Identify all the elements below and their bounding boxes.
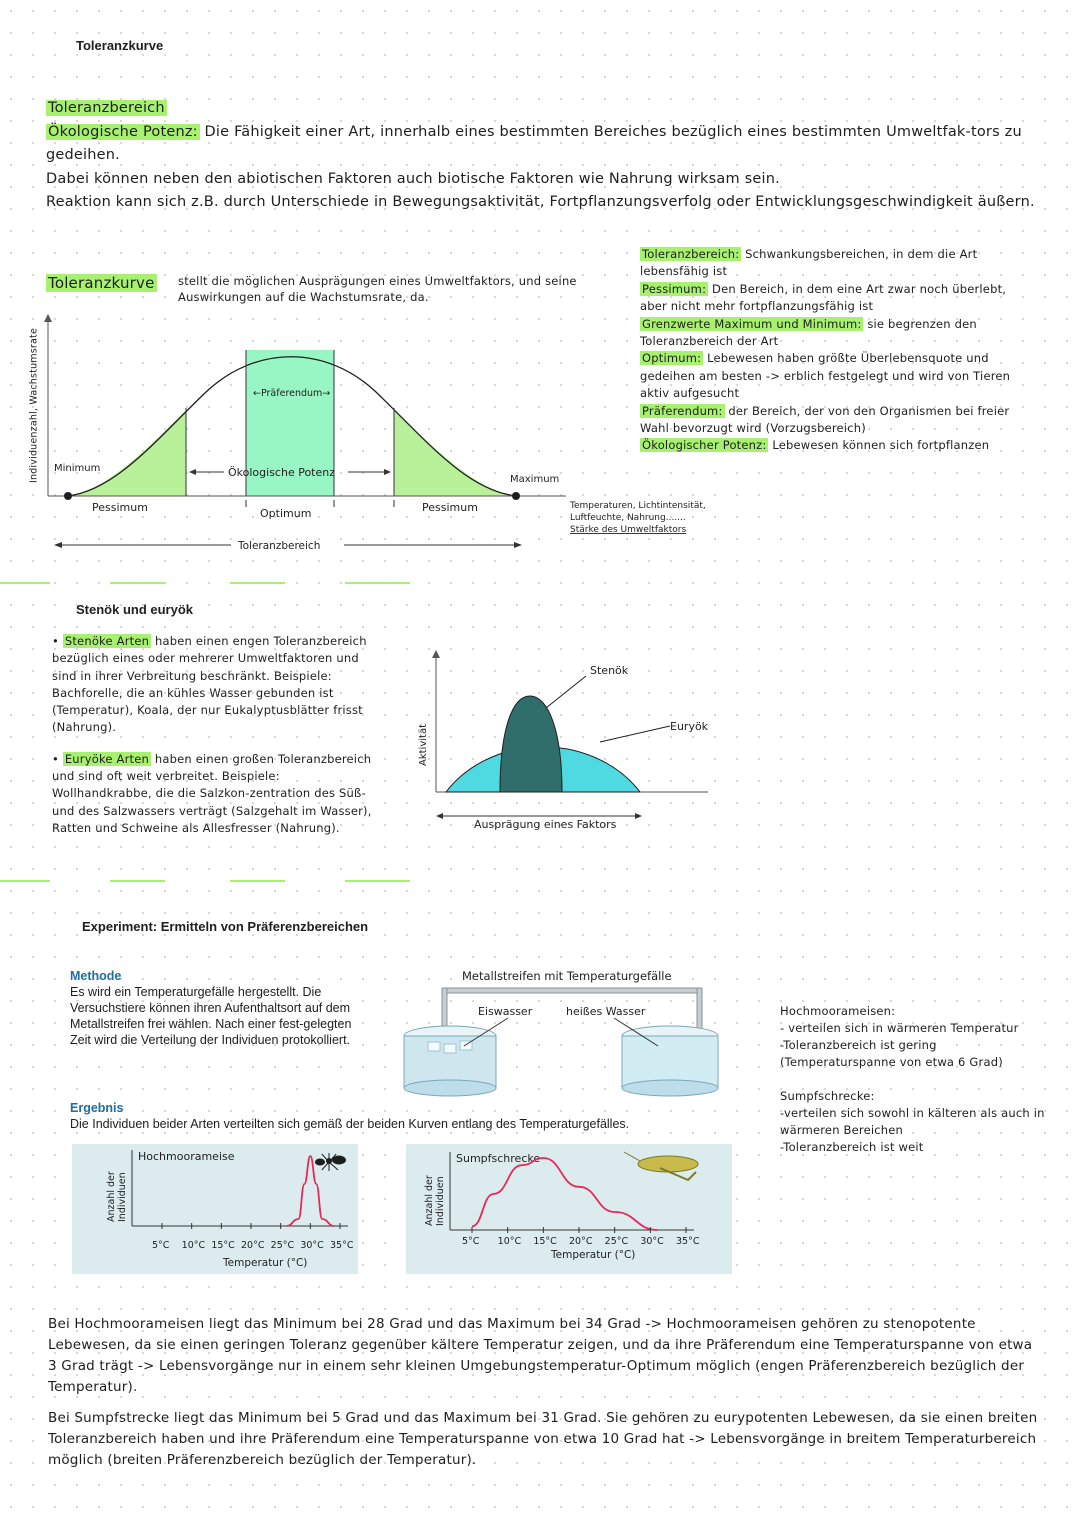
euryoek-label: Euryök bbox=[670, 720, 709, 733]
conclusion-paragraph-2: Bei Sumpfstrecke liegt das Minimum bei 5 Grad und das Maximum bei 31 Grad. Sie gehören zu eurypotenten Lebewesen, da sie einen breiten Toleranzbereich haben und ihre Präferendum eine Temperaturspanne von etwa 10 Grad hat -> Lebensvorgänge in breitem Temperaturbereich möglich (breiten Präferenzbereich bezüglich der Temperatur). bbox=[48, 1410, 1038, 1468]
factor-label-2: Luftfeuchte, Nahrung....... bbox=[570, 513, 686, 523]
optimum-label: Optimum bbox=[260, 507, 312, 520]
term-oekologische-potenz: Ökologische Potenz: bbox=[48, 123, 198, 140]
toleranzbereich-label: Toleranzbereich bbox=[238, 540, 321, 552]
definition-item: Ökologischer Potenz: Lebewesen können sich fortpflanzen bbox=[642, 438, 990, 453]
experiment-figure bbox=[46, 962, 736, 1274]
pessimum-right-label: Pessimum bbox=[422, 501, 478, 514]
methode-title: Methode bbox=[70, 969, 122, 983]
metal-strip bbox=[442, 988, 702, 993]
chart-y-label: Anzahl der bbox=[424, 1175, 435, 1226]
x-tick-label: 30°C bbox=[640, 1236, 664, 1247]
factor-label-3: Stärke des Umweltfaktors bbox=[570, 525, 687, 535]
x-tick-label: 25°C bbox=[270, 1240, 295, 1251]
divider bbox=[230, 880, 285, 882]
chart-y-label: Individuen bbox=[117, 1172, 128, 1222]
notes-hochmoorameise: Hochmoorameisen: - verteilen sich in wärmeren Temperatur -Toleranzbereich ist gering (Temperaturspanne von etwa 6 Grad) bbox=[780, 1004, 1019, 1069]
chart-x-label: Temperatur (°C) bbox=[223, 1257, 308, 1269]
x-tick-label: 30°C bbox=[300, 1240, 324, 1251]
x-tick-label: 35°C bbox=[676, 1236, 700, 1247]
heisses-wasser-label: heißes Wasser bbox=[566, 1005, 646, 1018]
curve-description: stellt die möglichen Ausprägungen eines Umweltfaktors, und seine Auswirkungen auf die Wachstumsrate, da. bbox=[178, 274, 577, 304]
stenoek-label: Stenök bbox=[590, 664, 629, 677]
pessimum-left-fill bbox=[68, 410, 186, 496]
sumpfschrecke-chart bbox=[406, 1144, 732, 1274]
bullet-stenoek: • Stenöke Arten haben einen engen Toleranzbereich bezüglich eines oder mehrerer Umweltfaktoren und sind in ihrer Verbreitung beschränkt. Beispiele: Bachforelle, die an kühles Wasser gebunden ist (Temperatur), Koala, der nur Eukalyptusblätter frisst (Nahrung). bbox=[52, 634, 367, 735]
divider bbox=[110, 582, 165, 584]
divider bbox=[110, 880, 165, 882]
grasshopper-icon bbox=[638, 1156, 698, 1172]
ergebnis-text: Die Individuen beider Arten verteilten sich gemäß der beiden Kurven entlang des Temperaturgefälles. bbox=[70, 1117, 630, 1131]
divider bbox=[230, 582, 285, 584]
ergebnis-title: Ergebnis bbox=[70, 1101, 124, 1115]
chart-x-label: Temperatur (°C) bbox=[551, 1249, 636, 1261]
divider bbox=[0, 582, 50, 584]
oekologische-potenz-label: Ökologische Potenz bbox=[228, 466, 336, 479]
x-tick-label: 15°C bbox=[211, 1240, 235, 1251]
apparatus-illustration bbox=[398, 966, 728, 1098]
divider bbox=[345, 582, 410, 584]
definition-item: Pessimum: Den Bereich, in dem eine Art zwar noch überlebt, aber nicht mehr fortpflanzungsfähig ist bbox=[640, 281, 1007, 314]
eiswasser-label: Eiswasser bbox=[478, 1005, 533, 1018]
definition-item: Präferendum: der Bereich, der von den Organismen bei freier Wahl bevorzugt wird (Vorzugsbereich) bbox=[640, 403, 1010, 436]
x-tick-label: 10°C bbox=[181, 1240, 206, 1251]
x-tick-label: 20°C bbox=[569, 1236, 593, 1247]
chart-y-label: Anzahl der bbox=[106, 1171, 117, 1222]
intro-block bbox=[46, 97, 1036, 215]
methode-text: Es wird ein Temperaturgefälle hergestellt. Die Versuchstiere können ihren Aufenthaltsort auf dem Metallstreifen frei wählen. Nach einer fest-gelegten Zeit wird die Verteilung der Individuen protokolliert. bbox=[70, 985, 352, 1047]
tolerance-curve-diagram bbox=[26, 310, 746, 560]
diagram-x-label: Ausprägung eines Faktors bbox=[474, 818, 617, 831]
hochmoorameise-axis bbox=[72, 1236, 358, 1274]
stenoek-euryoek-heading: Stenök und euryök bbox=[76, 602, 194, 617]
maximum-label: Maximum bbox=[510, 474, 560, 485]
x-tick-label: 35°C bbox=[330, 1240, 354, 1251]
x-tick-label: 20°C bbox=[241, 1240, 265, 1251]
curve-y-axis-label: Individuenzahl, Wachstumsrate bbox=[28, 327, 40, 484]
factor-label-1: Temperaturen, Lichtintensität, bbox=[570, 501, 706, 511]
chart-title: Sumpfschrecke bbox=[456, 1152, 541, 1165]
hochmoorameise-chart bbox=[72, 1144, 358, 1236]
minimum-point bbox=[64, 492, 72, 500]
definition-item: Grenzwerte Maximum und Minimum: sie begrenzen den Toleranzbereich der Art bbox=[640, 316, 977, 349]
maximum-point bbox=[512, 492, 520, 500]
x-tick-label: 15°C bbox=[533, 1236, 557, 1247]
methode-block bbox=[70, 968, 370, 1048]
ant-icon bbox=[315, 1159, 325, 1166]
praeferendum-label: ←Präferendum→ bbox=[253, 388, 331, 399]
intro-line-2: Dabei können neben den abiotischen Faktoren auch biotische Faktoren wie Nahrung wirksam sein. bbox=[46, 170, 780, 187]
definition-item: Optimum: Lebewesen haben größte Überlebensquote und gedeihen am besten -> erblich festgelegt und wird von Tieren aktiv aufgesucht bbox=[640, 351, 1011, 401]
pessimum-right-fill bbox=[394, 410, 516, 496]
chart-y-label: Individuen bbox=[435, 1176, 446, 1226]
stenoek-euryoek-diagram bbox=[408, 650, 728, 840]
x-tick-label: 25°C bbox=[604, 1236, 629, 1247]
intro-heading: Toleranzbereich bbox=[48, 100, 165, 116]
diagram-y-label: Aktivität bbox=[418, 724, 429, 766]
intro-line-3: Reaktion kann sich z.B. durch Unterschiede in Bewegungsaktivität, Fortpflanzungsverfolg oder Entwicklungsgeschwindigkeit äußern. bbox=[46, 194, 1035, 210]
conclusion-paragraph-1: Bei Hochmoorameisen liegt das Minimum bei 28 Grad und das Maximum bei 34 Grad -> Hochmoorameisen gehören zu stenopotente Lebewesen, da sie einen geringen Toleranz gegenüber kältere Temperatur zeigen, und da ihre Präferendum eine Temperaturspanne von etwa 3 Grad trägt -> Lebensvorgänge nur in einem sehr kleinen Umgebungstemperatur-Optimum möglich (engen Präferenzbereich bezüglich der Temperatur). bbox=[48, 1316, 1033, 1395]
curve-heading: Toleranzkurve bbox=[48, 274, 155, 292]
notes-sumpfschrecke: Sumpfschrecke: -verteilen sich sowohl in kälteren als auch in wärmeren Bereichen -Toleranzbereich ist weit bbox=[780, 1089, 1045, 1154]
definition-item: Toleranzbereich: Schwankungsbereichen, in dem die Art lebensfähig ist bbox=[640, 247, 978, 279]
chart-title: Hochmoorameise bbox=[138, 1150, 235, 1163]
definitions-box bbox=[640, 246, 1025, 455]
experiment-heading: Experiment: Ermitteln von Präferenzbereichen bbox=[82, 919, 369, 934]
divider bbox=[0, 880, 50, 882]
divider bbox=[345, 880, 410, 882]
bullet-euryoek: • Euryöke Arten haben einen großen Toleranzbereich und sind oft weit verbreitet. Beispiele: Wollhandkrabbe, die die Salzkon-zentration des Süß- und des Salzwassers verträgt (Salzgehalt im Wasser), Ratten und Schweine als Allesfresser (Nahrung). bbox=[52, 751, 372, 835]
x-tick-label: 5°C bbox=[462, 1236, 480, 1247]
minimum-label: Minimum bbox=[54, 463, 101, 474]
ergebnis-block bbox=[70, 1100, 730, 1132]
stenoek-euryoek-bullets bbox=[52, 633, 372, 851]
x-tick-label: 5°C bbox=[152, 1240, 170, 1251]
definition-text: Die Fähigkeit einer Art, innerhalb eines bestimmten Bereiches bezüglich eines bestimmten Umweltfak-tors zu gedeihen. bbox=[46, 123, 1022, 163]
page-title: Toleranzkurve bbox=[76, 38, 164, 53]
stenoek-area bbox=[500, 696, 562, 792]
x-tick-label: 10°C bbox=[497, 1236, 522, 1247]
pessimum-left-label: Pessimum bbox=[92, 501, 148, 514]
apparatus-title: Metallstreifen mit Temperaturgefälle bbox=[462, 969, 672, 983]
